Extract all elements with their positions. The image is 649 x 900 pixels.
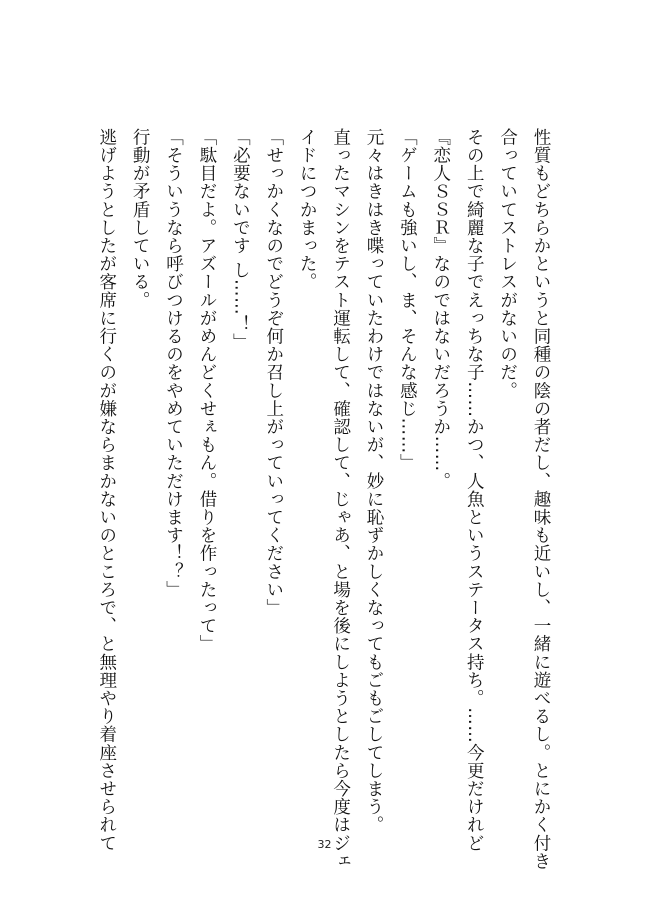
text-line: イドにつかまった。: [297, 128, 318, 291]
text-line: 合っていてストレスがないのだ。: [497, 128, 518, 400]
text-line: 行動が矛盾している。: [130, 128, 151, 309]
text-line: 「そういうなら呼びつけるのをやめていただけます！？」: [163, 128, 184, 599]
page-number: 32: [317, 838, 332, 851]
text-line: 逃げようとしたが客席に行くのが嫌ならまかないのところで、と無理やり着座させられて: [96, 128, 117, 852]
text-line: 「駄目だよ。アズールがめんどくせぇもん。借りを作ったって」: [196, 128, 217, 653]
text-line: 元々はきはき喋っていたわけではないが、妙に恥ずかしくなってもごもごしてしまう。: [363, 128, 384, 834]
text-line: 「せっかくなのでどうぞ何か召し上がっていってください」: [263, 128, 284, 617]
text-line: 性質もどちらかというと同種の陰の者だし、趣味も近いし、一緒に遊べるし。とにかく付き: [531, 128, 551, 871]
text-line: 直ったマシンをテスト運転して、確認して、じゃあ、と場を後にしようとしたら今度はジェ: [330, 128, 351, 871]
text-line: その上で綺麗な子でえっちな子……かつ、人魚というステータス持ち。……今更だけれど: [464, 128, 485, 852]
text-line: 「ゲームも強いし、ま、そんな感じ……」: [397, 128, 418, 472]
text-line: 「必要ないです し……！」: [230, 128, 251, 352]
text-line: 『恋人ＳＳＲ』なのではないだろうか……。: [430, 128, 451, 490]
